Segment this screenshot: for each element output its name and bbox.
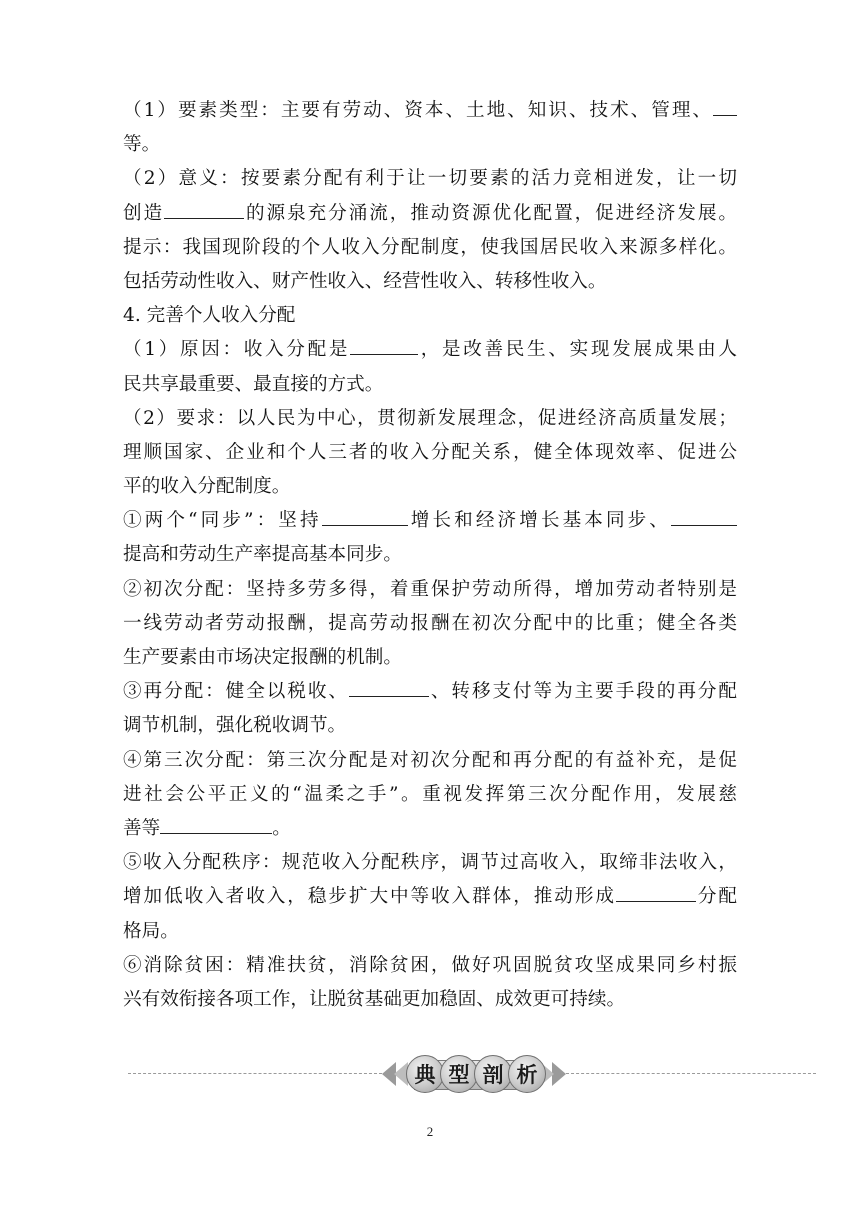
text-span: （1）要素类型：主要有劳动、资本、土地、知识、技术、管理、 xyxy=(123,100,713,121)
text-line xyxy=(123,197,737,231)
text-line: 平的收入分配制度。 xyxy=(123,476,291,498)
fill-in-blank xyxy=(671,506,737,526)
text-line: 民共享最重要、最直接的方式。 xyxy=(123,373,384,395)
badge-char: 型 xyxy=(440,1055,478,1093)
dashed-rule-left xyxy=(128,1073,382,1074)
text-line: 理顺国家、企业和个人三者的收入分配关系，健全体现效率、促进公 xyxy=(123,441,737,463)
text-line xyxy=(123,812,737,846)
text-span: 创造 xyxy=(123,202,165,224)
text-line xyxy=(123,333,737,367)
text-span: （1）原因：收入分配是 xyxy=(123,339,351,361)
text-line: 兴有效衔接各项工作，让脱贫基础更加稳固、成效更可持续。 xyxy=(123,988,626,1010)
document-body xyxy=(123,94,737,1017)
text-line xyxy=(123,675,737,709)
badge-char: 典 xyxy=(406,1055,444,1093)
text-line: ④第三次分配：第三次分配是对初次分配和再分配的有益补充，是促 xyxy=(123,749,737,771)
text-line: ②初次分配：坚持多劳多得，着重保护劳动所得，增加劳动者特别是 xyxy=(123,578,737,600)
text-span: ①两个“同步”：坚持 xyxy=(123,510,322,532)
section-heading: 4. 完善个人收入分配 xyxy=(123,305,296,327)
badge-char: 剖 xyxy=(474,1055,512,1093)
text-line: （2）要求：以人民为中心，贯彻新发展理念，促进经济高质量发展； xyxy=(123,407,737,429)
page-number: 2 xyxy=(426,1124,434,1139)
chevron-right-icon xyxy=(552,1062,566,1086)
text-line: ⑤收入分配秩序：规范收入分配秩序，调节过高收入，取缔非法收入， xyxy=(123,852,737,874)
text-span: ③再分配：健全以税收、 xyxy=(123,681,349,703)
text-span: 增加低收入者收入，稳步扩大中等收入群体，推动形成 xyxy=(123,886,616,908)
fill-in-blank xyxy=(164,199,244,219)
text-span: 分配 xyxy=(695,886,737,908)
dashed-rule-right xyxy=(566,1073,816,1074)
text-span: 。 xyxy=(272,817,291,839)
section-divider xyxy=(128,1054,816,1094)
text-span: ，是改善民生、实现发展成果由人 xyxy=(418,339,737,361)
text-line: 格局。 xyxy=(123,920,179,942)
text-line: 调节机制，强化税收调节。 xyxy=(123,715,347,737)
text-span: 的源泉充分涌流，推动资源优化配置，促进经济发展。 xyxy=(244,202,737,224)
text-span: 善等 xyxy=(123,817,161,839)
text-line: 生产要素由市场决定报酬的机制。 xyxy=(123,647,402,668)
badge-char: 析 xyxy=(508,1055,546,1093)
fill-in-blank xyxy=(713,96,737,116)
text-line: 包括劳动性收入、财产性收入、经营性收入、转移性收入。 xyxy=(123,270,607,292)
text-line: 等。 xyxy=(123,134,161,156)
text-line: 提高和劳动生产率提高基本同步。 xyxy=(123,544,402,566)
text-line: 一线劳动者劳动报酬，提高劳动报酬在初次分配中的比重；健全各类 xyxy=(123,612,737,634)
fill-in-blank xyxy=(616,882,696,902)
text-span: 增长和经济增长基本同步、 xyxy=(407,510,671,532)
section-badge xyxy=(384,1054,564,1094)
fill-in-blank xyxy=(349,677,429,697)
text-line: （2）意义：按要素分配有利于让一切要素的活力竞相迸发，让一切 xyxy=(123,168,737,190)
text-line xyxy=(123,880,737,914)
text-span: 、转移支付等为主要手段的再分配 xyxy=(428,681,737,703)
text-line: ⑥消除贫困：精准扶贫，消除贫困，做好巩固脱贫攻坚成果同乡村振 xyxy=(123,954,737,976)
text-line xyxy=(123,504,737,538)
fill-in-blank xyxy=(350,335,418,355)
fill-in-blank xyxy=(322,506,408,526)
fill-in-blank xyxy=(160,814,272,834)
text-line: 提示：我国现阶段的个人收入分配制度，使我国居民收入来源多样化。 xyxy=(123,236,737,258)
text-line xyxy=(123,94,737,128)
text-line: 进社会公平正义的“温柔之手”。重视发挥第三次分配作用，发展慈 xyxy=(123,783,737,805)
